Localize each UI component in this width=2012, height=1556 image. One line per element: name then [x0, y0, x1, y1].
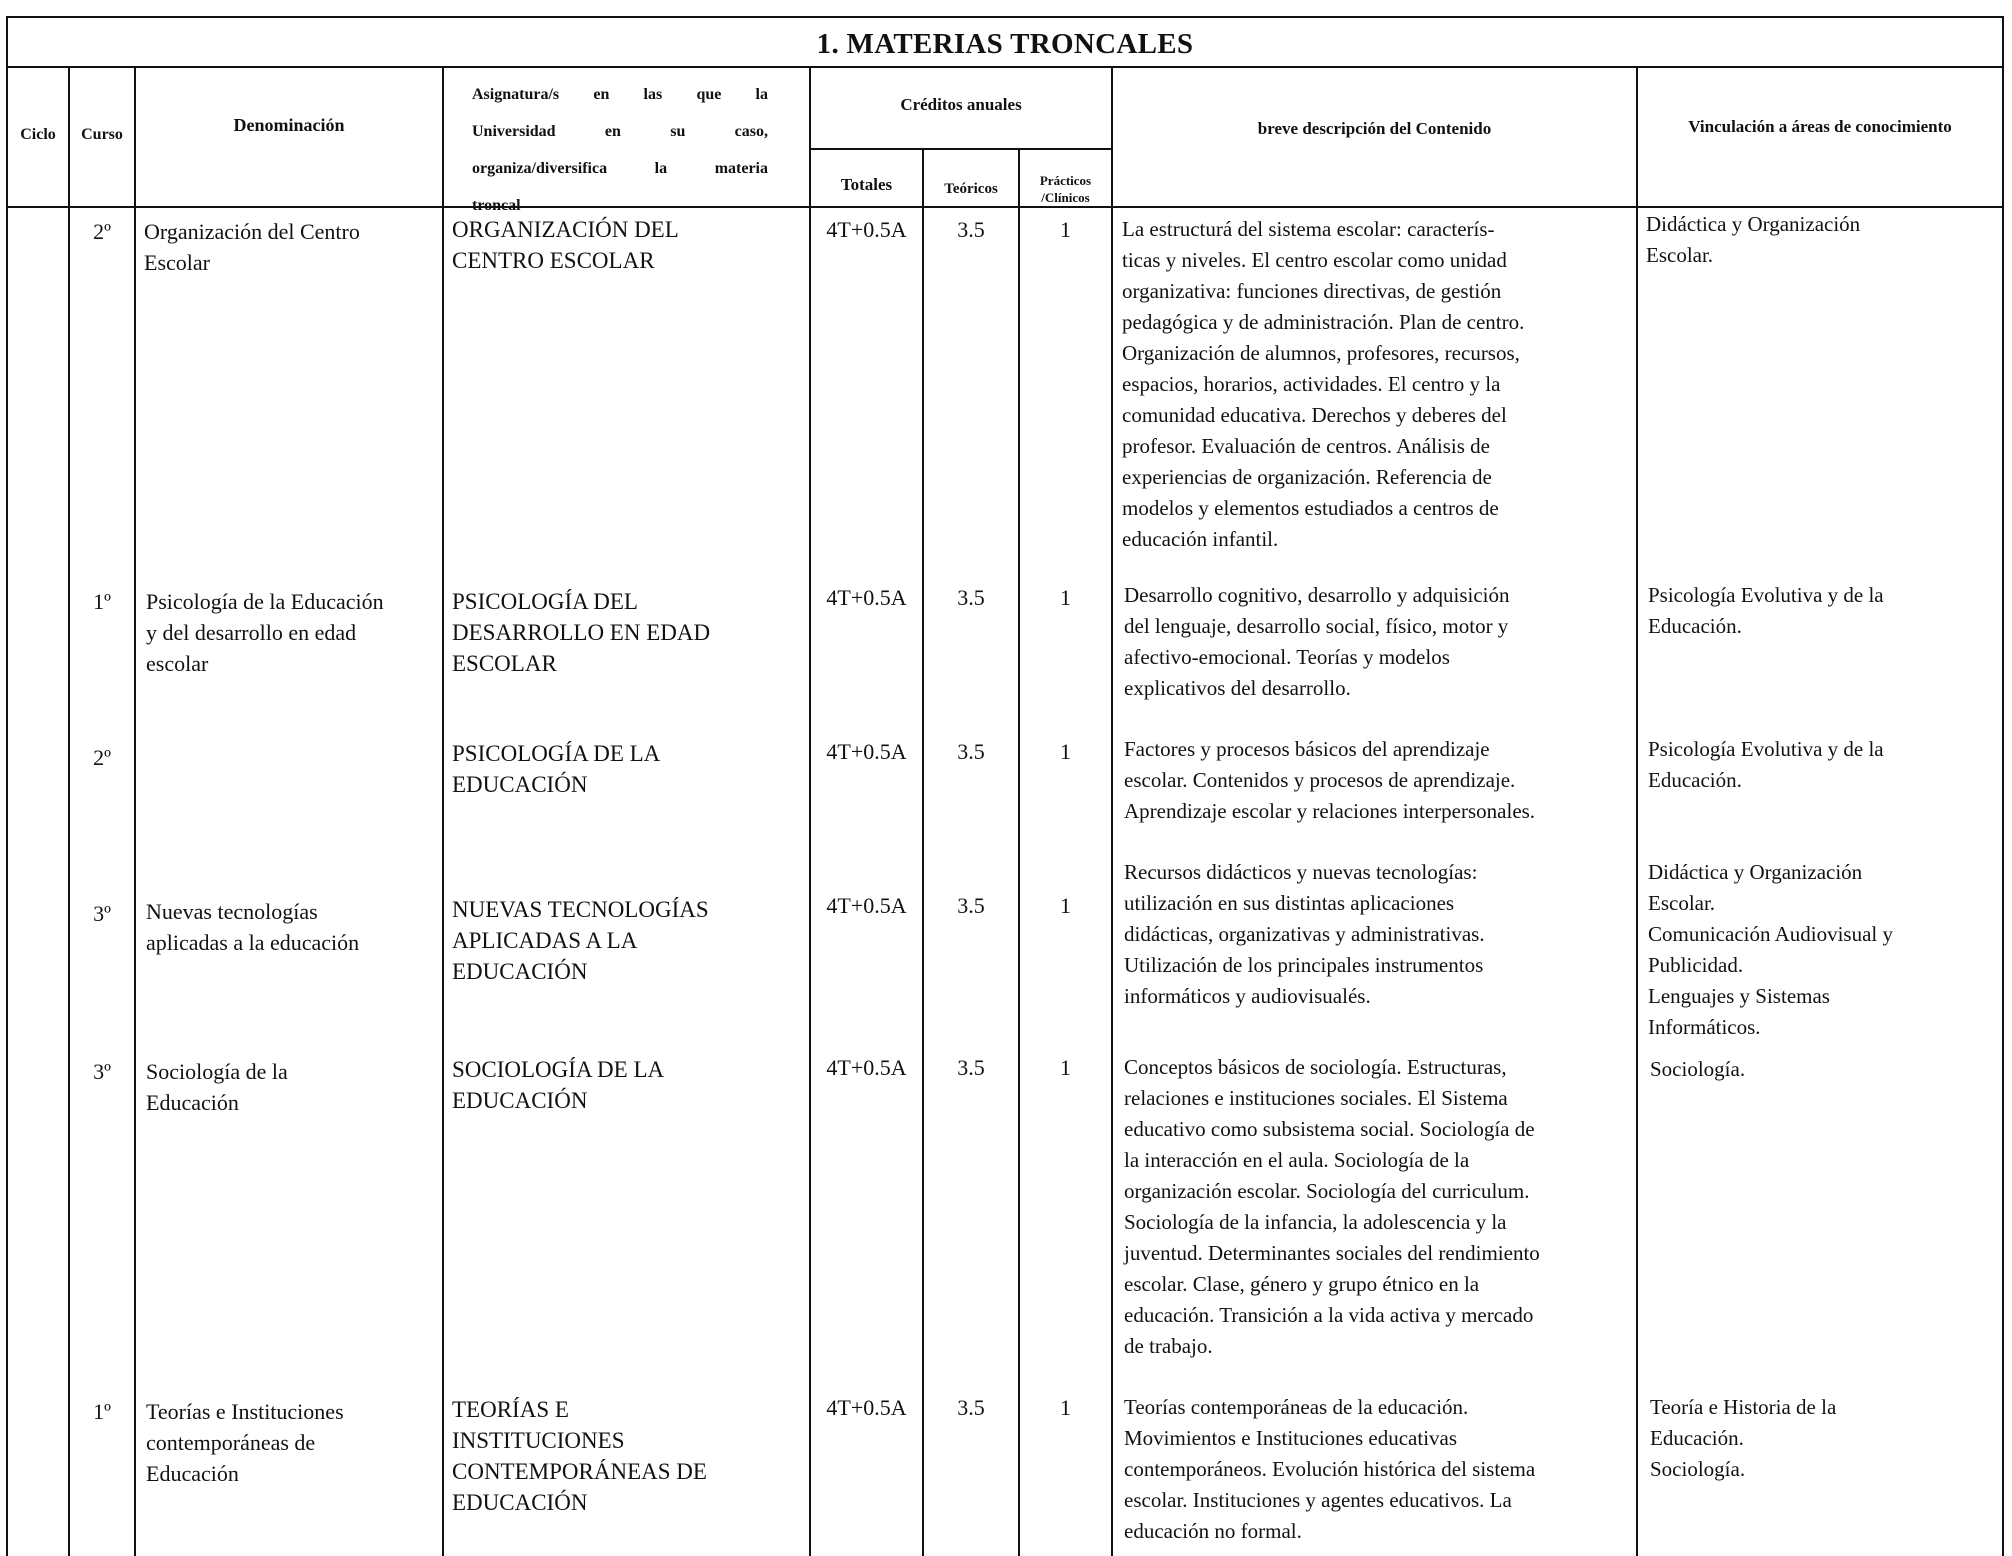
table-row-vinculacion: Sociología.	[1650, 1057, 1746, 1081]
header-descripcion: breve descripción del Contenido	[1257, 119, 1492, 138]
table-row-vinculacion: Psicología Evolutiva y de la Educación.	[1648, 737, 1884, 792]
title-divider	[6, 66, 2004, 68]
table-row-totales: 4T+0.5A	[826, 1395, 907, 1420]
header-denominacion: Denominación	[233, 115, 345, 135]
table-row-curso: 2º	[93, 219, 111, 244]
creditos-subheader-divider	[809, 148, 1111, 150]
col-divider-curso	[134, 66, 136, 1556]
table-row-asignatura: NUEVAS TECNOLOGÍAS APLICADAS A LA EDUCACIÓN	[452, 897, 709, 984]
table-row-curso: 1º	[93, 589, 111, 614]
table-row-totales: 4T+0.5A	[826, 217, 907, 242]
table-row-teoricos: 3.5	[957, 893, 985, 918]
col-divider-asignatura	[809, 66, 811, 1556]
header-bottom-rule	[6, 206, 2004, 208]
header-creditos-anuales: Créditos anuales	[900, 95, 1022, 114]
table-row-asignatura: PSICOLOGÍA DE LA EDUCACIÓN	[452, 741, 661, 797]
col-divider-practicos	[1111, 66, 1113, 1556]
header-practicos: Prácticos /Clínicos	[1039, 173, 1092, 205]
col-divider-descripcion	[1636, 66, 1638, 1556]
table-row-asignatura: SOCIOLOGÍA DE LA EDUCACIÓN	[452, 1057, 665, 1113]
header-vinculacion: Vinculación a áreas de conocimiento	[1688, 117, 1952, 136]
table-row-descripcion: Recursos didácticos y nuevas tecnologías: utilización en sus distintas aplicaciones didácticas, organizativas y administrativas. Utilización de los principales instrumentos informáticos y audiovisualés.	[1124, 860, 1485, 1008]
table-row-denominacion: Organización del Centro Escolar	[144, 219, 360, 275]
table-row-vinculacion: Psicología Evolutiva y de la Educación.	[1648, 583, 1884, 638]
table-row-practicos: 1	[1060, 893, 1071, 918]
table-row-asignatura: ORGANIZACIÓN DEL CENTRO ESCOLAR	[452, 217, 679, 273]
table-row-teoricos: 3.5	[957, 217, 985, 242]
table-row-practicos: 1	[1060, 217, 1071, 242]
table-row-descripcion: Conceptos básicos de sociología. Estructuras, relaciones e instituciones sociales. El Sistema educativo como subsistema social. Sociología de la interacción en el aula. Sociología de la organización escolar. Sociología del curriculum. Sociología de la infancia, la adolescencia y la juventud. Determinantes sociales del rendimiento escolar. Clase, género y grupo étnico en la educación. Transición a la vida activa y mercado de trabajo.	[1124, 1055, 1540, 1358]
table-row-descripcion: Factores y procesos básicos del aprendizaje escolar. Contenidos y procesos de aprendizaje. Aprendizaje escolar y relaciones interpersonales.	[1124, 737, 1536, 823]
table-row-asignatura: PSICOLOGÍA DEL DESARROLLO EN EDAD ESCOLAR	[452, 589, 711, 676]
table-row-denominacion: Nuevas tecnologías aplicadas a la educación	[146, 899, 360, 955]
table-row-practicos: 1	[1060, 1055, 1071, 1080]
header-teoricos: Teóricos	[944, 181, 998, 197]
table-row-curso: 3º	[93, 901, 111, 926]
table-row-totales: 4T+0.5A	[826, 739, 907, 764]
table-row-practicos: 1	[1060, 739, 1071, 764]
table-row-teoricos: 3.5	[957, 739, 985, 764]
table-row-teoricos: 3.5	[957, 1395, 985, 1420]
table-row-practicos: 1	[1060, 1395, 1071, 1420]
table-row-totales: 4T+0.5A	[826, 893, 907, 918]
col-divider-ciclo	[68, 66, 70, 1556]
table-row-curso: 2º	[93, 745, 111, 770]
table-row-vinculacion: Didáctica y Organización Escolar.	[1646, 212, 1861, 267]
table-row-curso: 1º	[93, 1399, 111, 1424]
header-totales: Totales	[840, 175, 893, 194]
header-asignatura: Asignatura/s en las que la Universidad en su caso, organiza/diversifica la materia troncal	[472, 86, 768, 214]
table-row-descripcion: Teorías contemporáneas de la educación. Movimientos e Instituciones educativas contemporáneos. Evolución histórica del sistema escolar. Instituciones y agentes educativos. La educación no formal.	[1124, 1395, 1536, 1543]
table-row-totales: 4T+0.5A	[826, 585, 907, 610]
table-row-vinculacion: Teoría e Historia de la Educación. Sociología.	[1650, 1395, 1837, 1481]
table-row-teoricos: 3.5	[957, 1055, 985, 1080]
col-divider-teoricos	[1018, 148, 1020, 1556]
table-row-denominacion: Psicología de la Educación y del desarrollo en edad escolar	[146, 589, 384, 676]
table-row-practicos: 1	[1060, 585, 1071, 610]
col-divider-denominacion	[442, 66, 444, 1556]
header-ciclo: Ciclo	[20, 126, 56, 143]
table-row-descripcion: Desarrollo cognitivo, desarrollo y adquisición del lenguaje, desarrollo social, físico, motor y afectivo-emocional. Teorías y modelos explicativos del desarrollo.	[1124, 583, 1510, 700]
table-row-asignatura: TEORÍAS E INSTITUCIONES CONTEMPORÁNEAS DE EDUCACIÓN	[452, 1397, 707, 1515]
table-row-descripcion: La estructurá del sistema escolar: caracterís- ticas y niveles. El centro escolar como unidad organizativa: funciones directivas, de gestión pedagógica y de administración. Plan de centro. Organización de alumnos, profesores, recursos, espacios, horarios, actividades. El centro y la comunidad educativa. Derechos y deberes del profesor. Evaluación de centros. Análisis de experiencias de organización. Referencia de modelos y elementos estudiados a centros de educación infantil.	[1122, 217, 1525, 551]
col-divider-totales	[922, 148, 924, 1556]
header-curso: Curso	[81, 126, 123, 143]
table-row-denominacion: Sociología de la Educación	[146, 1059, 288, 1115]
page-title: 1. MATERIAS TRONCALES	[816, 27, 1194, 60]
table-row-curso: 3º	[93, 1059, 111, 1084]
table-row-vinculacion: Didáctica y Organización Escolar. Comunicación Audiovisual y Publicidad. Lenguajes y Sistemas Informáticos.	[1648, 860, 1893, 1039]
table-row-teoricos: 3.5	[957, 585, 985, 610]
table-row-denominacion: Teorías e Instituciones contemporáneas de Educación	[146, 1399, 344, 1486]
table-row-totales: 4T+0.5A	[826, 1055, 907, 1080]
